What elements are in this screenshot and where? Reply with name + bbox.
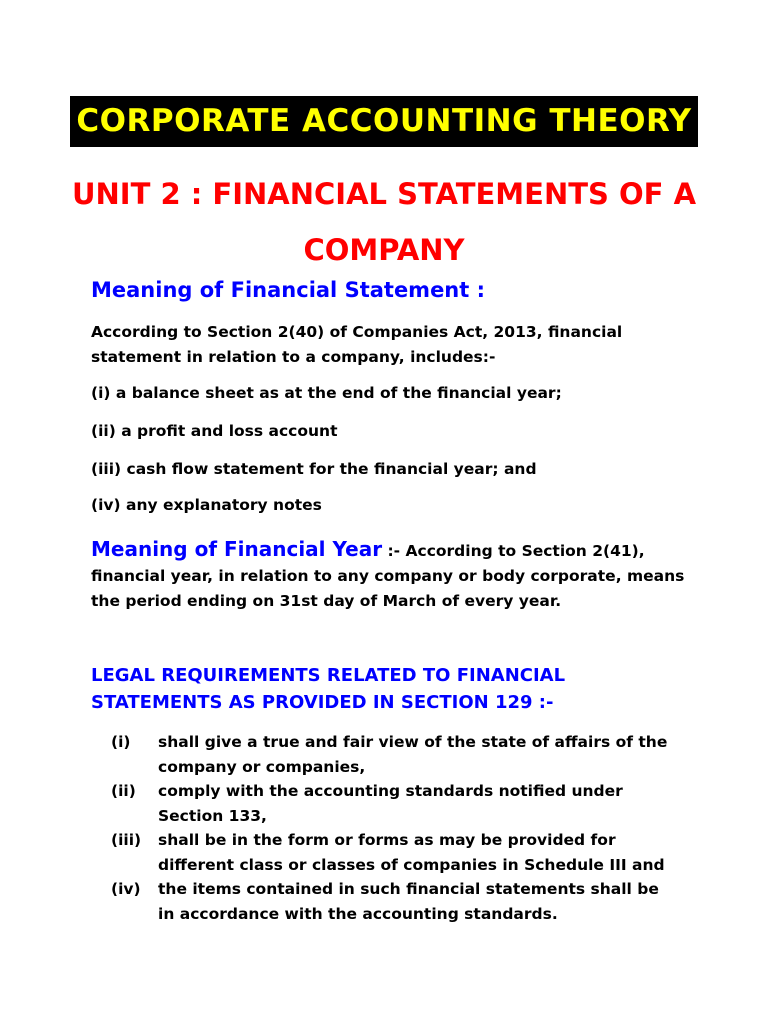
title-banner: [0, 96, 768, 147]
list-item-number: (iii): [111, 831, 142, 849]
meaning-fy-paragraph: [91, 537, 691, 614]
list-item-text: the items contained in such financial statements shall be in accordance with the accounting standards.: [158, 880, 659, 923]
list-item-number: (iv): [111, 880, 141, 898]
meaning-fy-heading: Meaning of Financial Year: [91, 537, 383, 561]
fs-item-3: (iii) cash flow statement for the financial year; and: [91, 460, 537, 478]
list-item-text: shall give a true and fair view of the state of affairs of the company or companies,: [158, 733, 668, 776]
list-item-text: shall be in the form or forms as may be provided for different class or classes of companies in Schedule III and: [158, 831, 665, 874]
list-item: [111, 779, 711, 828]
meaning-fs-intro: According to Section 2(40) of Companies Act, 2013, financial statement in relation to a company, includes:-: [91, 323, 623, 366]
list-item-number: (ii): [111, 782, 136, 800]
list-item: [111, 730, 711, 779]
fs-item-4: (iv) any explanatory notes: [91, 496, 322, 514]
meaning-fy-text: :- According to Section 2(41), financial year, in relation to any company or body corporate, means the period ending on 31st day of March of every year.: [91, 542, 685, 610]
fs-item-1: (i) a balance sheet as at the end of the financial year;: [91, 384, 562, 402]
fs-item-2: (ii) a profit and loss account: [91, 422, 338, 440]
list-item: [111, 877, 711, 926]
list-item-text: comply with the accounting standards notified under Section 133,: [158, 782, 623, 825]
legal-requirements-list: [111, 730, 711, 926]
legal-requirements-heading: LEGAL REQUIREMENTS RELATED TO FINANCIAL STATEMENTS AS PROVIDED IN SECTION 129 :-: [91, 665, 566, 713]
document-title: CORPORATE ACCOUNTING THEORY: [70, 96, 697, 147]
list-item-number: (i): [111, 733, 131, 751]
unit-heading: UNIT 2 : FINANCIAL STATEMENTS OF A COMPANY: [71, 177, 697, 267]
meaning-fs-heading: Meaning of Financial Statement :: [91, 278, 486, 302]
list-item: [111, 828, 711, 877]
